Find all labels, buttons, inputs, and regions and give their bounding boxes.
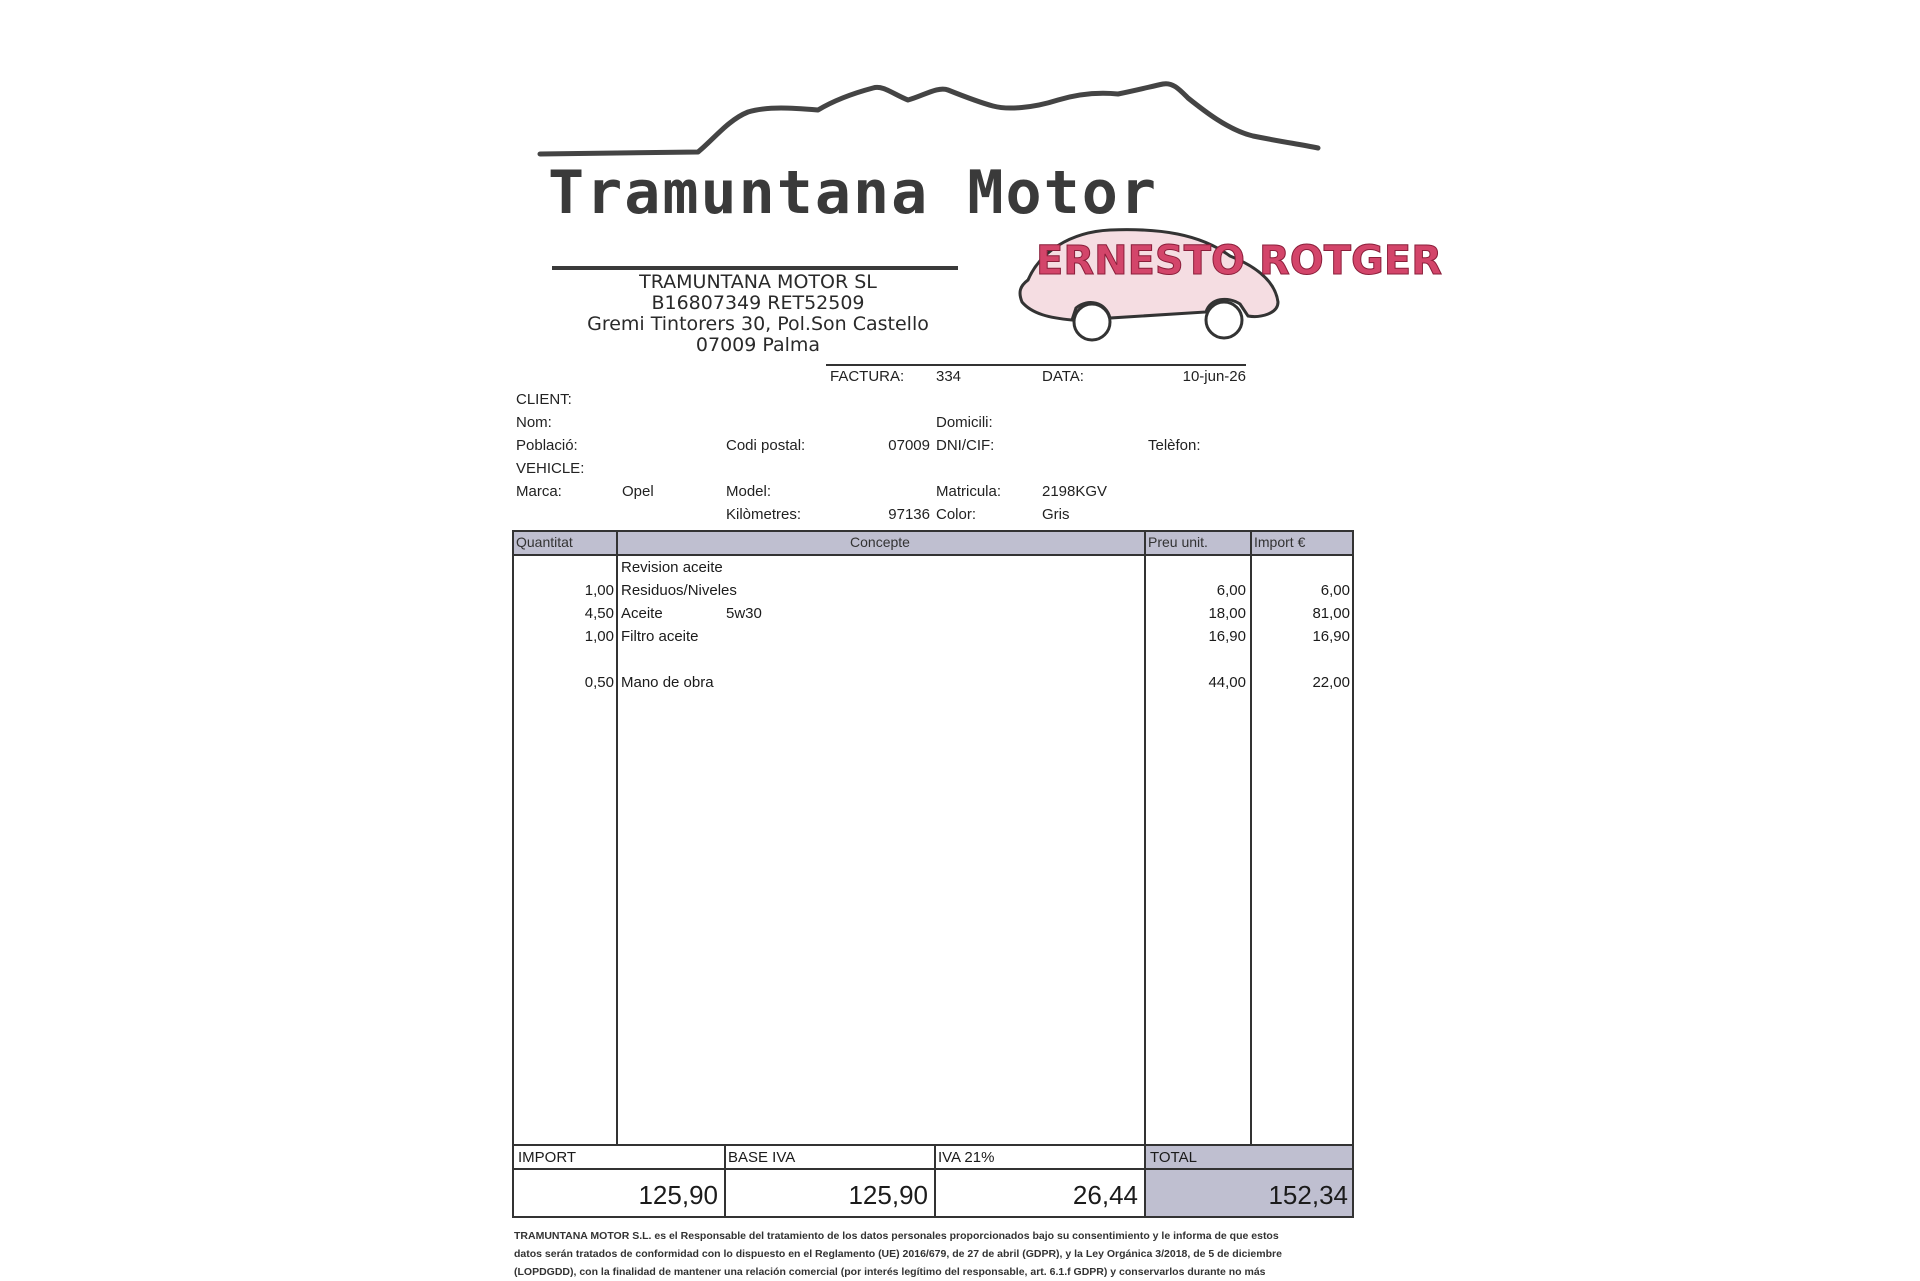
row-qty: 4,50: [584, 605, 614, 622]
column-divider: [616, 532, 618, 1146]
totals-divider-v: [724, 1146, 726, 1216]
client-section: CLIENT:: [516, 391, 572, 408]
legal-line: datos serán tratados de conformidad con lo dispuesto en el Reglamento (UE) 2016/679, de 27 de abril (GDPR), y la Ley Orgánica 3/2018, de 5 de diciembre: [514, 1248, 1282, 1260]
row-concept: Aceite: [621, 605, 663, 622]
postal-code-label: Codi postal:: [726, 437, 806, 454]
client-town-label: Població:: [516, 437, 578, 454]
row-amount: 22,00: [1312, 674, 1350, 691]
total-value: 152,34: [1268, 1180, 1348, 1210]
invoice-date-label: DATA:: [1042, 368, 1084, 385]
color-label: Color:: [936, 506, 977, 523]
row-unit-price: 16,90: [1208, 628, 1246, 645]
company-city: 07009 Palma: [695, 334, 821, 356]
invoice-number: 334: [936, 368, 962, 385]
header-amount: Import €: [1254, 534, 1306, 550]
stamp-text: ERNESTO ROTGER: [1036, 238, 1442, 284]
totals-label-divider: [514, 1168, 1352, 1170]
invoice-line: [826, 364, 1246, 366]
totals-divider-v: [1144, 1146, 1146, 1216]
legal-line: (LOPDGDD), con la finalidad de mantener una relación comercial (por interés legítimo del responsable, art. 6.1.f GDPR) y conservarlos durante no más: [514, 1266, 1266, 1278]
header-qty: Quantitat: [516, 534, 573, 550]
legal-notice: [514, 1227, 1356, 1281]
km-value: 97136: [888, 506, 930, 523]
invoice-date: 10-jun-26: [1182, 368, 1246, 385]
iva-value: 26,44: [1072, 1180, 1138, 1210]
color-value: Gris: [1042, 506, 1070, 523]
header-divider: [552, 266, 958, 270]
row-concept: Filtro aceite: [621, 628, 699, 645]
column-divider: [1144, 532, 1146, 1146]
company-tax-id: B16807349 RET52509: [651, 292, 865, 314]
phone-label: Telèfon:: [1148, 437, 1201, 454]
column-divider: [1250, 532, 1252, 1146]
postal-code: 07009: [888, 437, 930, 454]
company-address: Gremi Tintorers 30, Pol.Son Castello: [587, 313, 929, 335]
vehicle-section: VEHICLE:: [516, 460, 585, 477]
brand-logo-text: Tramuntana Motor: [548, 158, 1158, 228]
row-unit-price: 44,00: [1208, 674, 1246, 691]
row-qty: 0,50: [584, 674, 614, 691]
km-label: Kilòmetres:: [726, 506, 802, 523]
row-qty: 1,00: [584, 582, 614, 599]
legal-line: TRAMUNTANA MOTOR S.L. es el Responsable del tratamiento de los datos personales proporcionados bajo su consentimiento y le informa de que estos: [514, 1230, 1279, 1242]
invoice-number-label: FACTURA:: [830, 368, 905, 385]
base-iva-value: 125,90: [848, 1180, 928, 1210]
row-concept: Revision aceite: [621, 559, 723, 576]
import-value: 125,90: [638, 1180, 718, 1210]
plate-value: 2198KGV: [1042, 483, 1108, 500]
import-label: IMPORT: [518, 1149, 577, 1166]
row-unit-price: 6,00: [1216, 582, 1246, 599]
base-iva-label: BASE IVA: [728, 1149, 796, 1166]
make-label: Marca:: [516, 483, 562, 500]
header-unit-price: Preu unit.: [1148, 534, 1208, 550]
header-concept: Concepte: [850, 534, 910, 550]
model-label: Model:: [726, 483, 772, 500]
totals-divider-v: [934, 1146, 936, 1216]
client-name-label: Nom:: [516, 414, 552, 431]
row-concept: Residuos/Niveles: [621, 582, 737, 599]
row-amount: 6,00: [1320, 582, 1350, 599]
row-extra: 5w30: [726, 605, 762, 622]
row-unit-price: 18,00: [1208, 605, 1246, 622]
company-name: TRAMUNTANA MOTOR SL: [639, 271, 877, 293]
total-label: TOTAL: [1150, 1149, 1197, 1166]
iva-label: IVA 21%: [938, 1149, 995, 1166]
mountain-logo-icon: [538, 80, 1323, 160]
client-address-label: Domicili:: [936, 414, 993, 431]
row-amount: 16,90: [1312, 628, 1350, 645]
plate-label: Matricula:: [936, 483, 1002, 500]
dni-label: DNI/CIF:: [936, 437, 995, 454]
table-header: [514, 532, 1352, 556]
company-info: [548, 272, 968, 356]
row-concept: Mano de obra: [621, 674, 714, 691]
row-qty: 1,00: [584, 628, 614, 645]
items-table: [512, 530, 1354, 1218]
row-amount: 81,00: [1312, 605, 1350, 622]
make-value: Opel: [622, 483, 654, 500]
car-stamp-icon: [1010, 222, 1442, 352]
